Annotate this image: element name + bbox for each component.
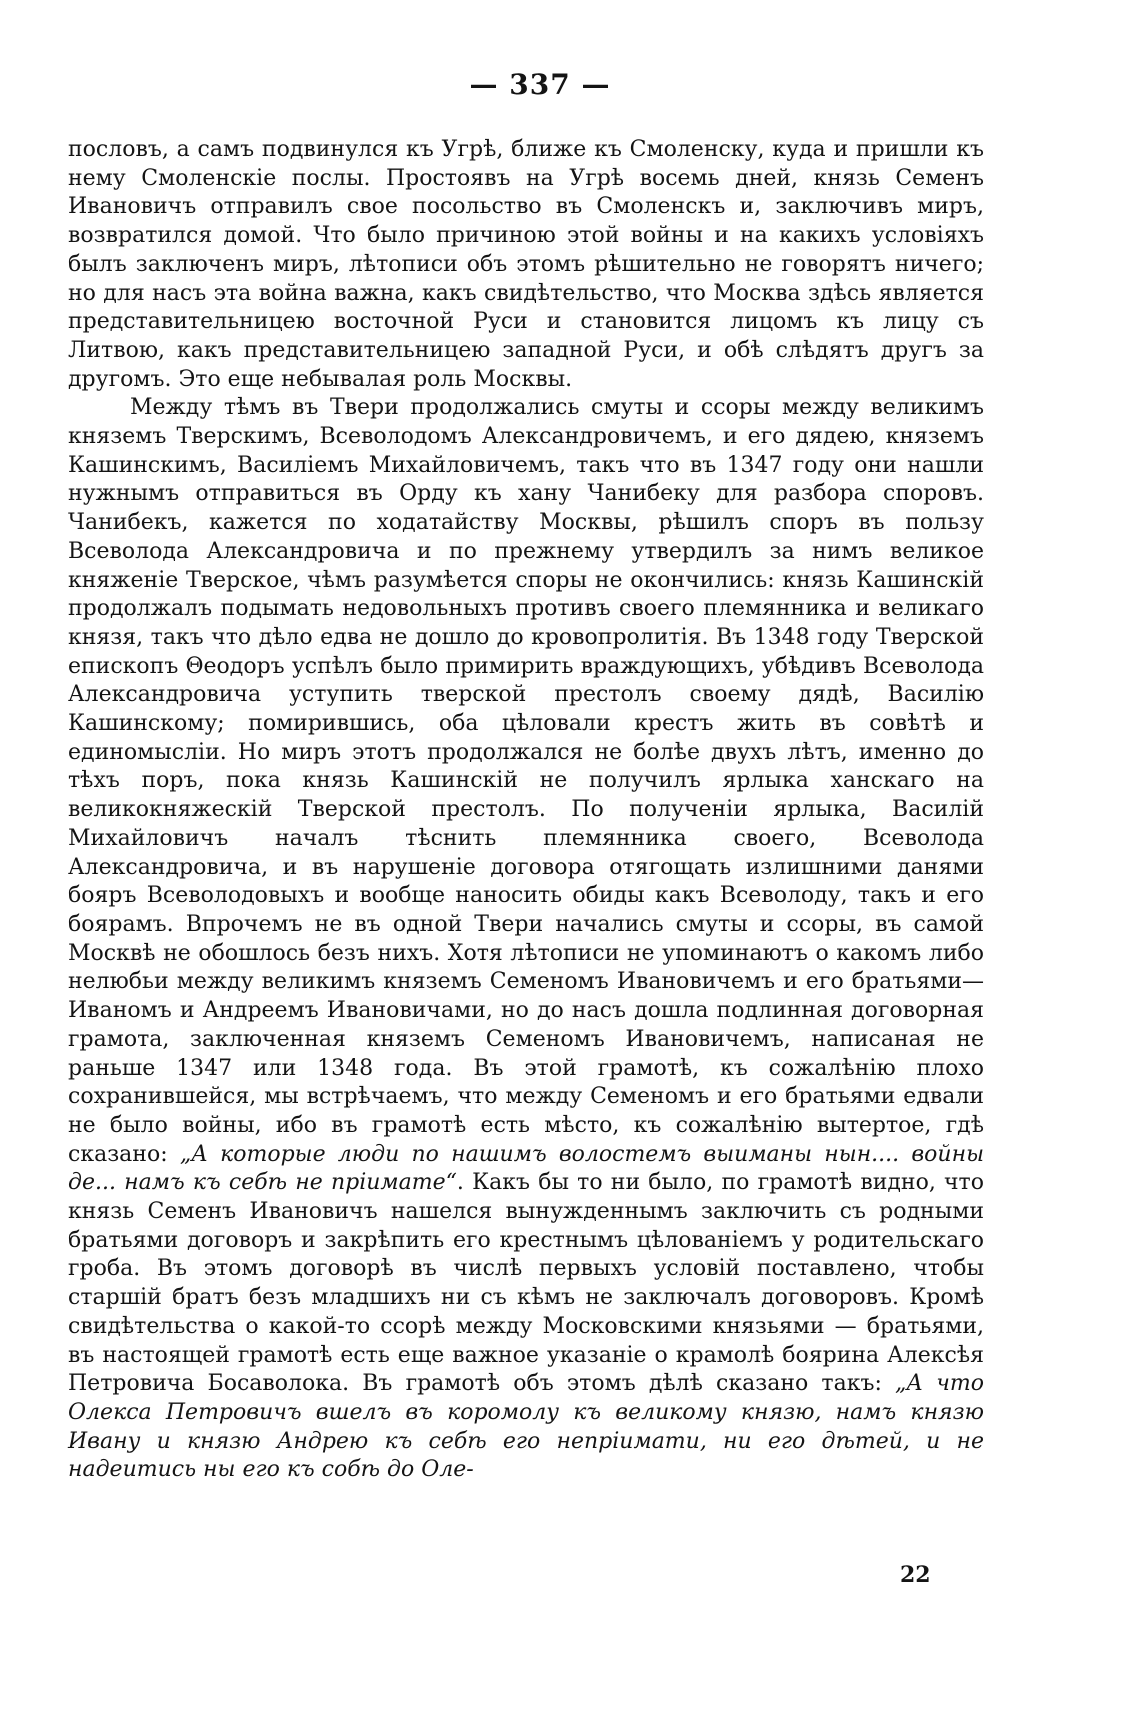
quotation-charter-2: „А что Олекса Петровичъ вшелъ въ коромолу къ великому князю, намъ князю Ивану и князю Андрею къ себѣ его непріимати, ни его дѣтей, и не надеитись ны его къ собѣ до Оле- (68, 1371, 984, 1483)
paragraph-2 (68, 394, 984, 1485)
quotation-charter-1: „А которые люди по нашимъ волостемъ выиманы нын.... войны де... намъ къ себѣ не пріимате“ (68, 1141, 984, 1196)
body-text (68, 136, 984, 1485)
signature-mark: 22 (900, 1562, 931, 1588)
paragraph-2-text-b: . Какъ бы то ни было, по грамотѣ видно, что князь Семенъ Ивановичъ нашелся вынужденнымъ заключить съ родными братьями договоръ и закрѣпить его крестнымъ цѣлованіемъ у родительскаго гроба. Въ этомъ договорѣ въ числѣ первыхъ условій поставлено, чтобы старшій братъ безъ младшихъ ни съ кѣмъ не заключалъ договоровъ. Кромѣ свидѣтельства о какой-то ссорѣ между Московскими князьями — братьями, въ настоящей грамотѣ есть еще важное указаніе о крамолѣ боярина Алексѣя Петровича Босаволока. Въ грамотѣ объ этомъ дѣлѣ сказано такъ: (68, 1170, 984, 1397)
page-number: — 337 — (469, 68, 611, 101)
paragraph-1-text: пословъ, а самъ подвинулся къ Угрѣ, ближе къ Смоленску, куда и пришли къ нему Смоленскіе послы. Простоявъ на Угрѣ восемь дней, князь Семенъ Ивановичъ отправилъ свое посольство въ Смоленскъ и, заключивъ миръ, возвратился домой. Что было причиною этой войны и на какихъ условіяхъ былъ заключенъ миръ, лѣтописи объ этомъ рѣшительно не говорятъ ничего; но для насъ эта война важна, какъ свидѣтельство, что Москва здѣсь является представительницею восточной Руси и становится лицомъ къ лицу съ Литвою, какъ представительницею западной Руси, и обѣ слѣдятъ другъ за другомъ. Это еще небывалая роль Москвы. (68, 137, 984, 392)
paragraph-1 (68, 136, 984, 394)
paragraph-2-text-a: Между тѣмъ въ Твери продолжались смуты и ссоры между великимъ княземъ Тверскимъ, Всеволодомъ Александровичемъ, и его дядею, княземъ Кашинскимъ, Василіемъ Михайловичемъ, такъ что въ 1347 году они нашли нужнымъ отправиться въ Орду къ хану Чанибеку для разбора споровъ. Чанибекъ, кажется по ходатайству Москвы, рѣшилъ споръ въ пользу Всеволода Александровича и по прежнему утвердилъ за нимъ великое княженіе Тверское, чѣмъ разумѣется споры не окончились: князь Кашинскій продолжалъ подымать недовольныхъ противъ своего племянника и великаго князя, такъ что дѣло едва не дошло до кровопролитія. Въ 1348 году Тверской епископъ Θеодоръ успѣлъ было примирить враждующихъ, убѣдивъ Всеволода Александровича уступить тверской престолъ своему дядѣ, Василію Кашинскому; помирившись, оба цѣловали крестъ жить въ совѣтѣ и единомысліи. Но миръ этотъ продолжался не болѣе двухъ лѣтъ, именно до тѣхъ поръ, пока князь Кашинскій не получилъ ярлыка ханскаго на великокняжескій Тверской престолъ. По полученіи ярлыка, Василій Михайловичъ началъ тѣснить племянника своего, Всеволода Александровича, и въ нарушеніе договора отягощать излишними данями бояръ Всеволодовыхъ и вообще наносить обиды какъ Всеволоду, такъ и его боярамъ. Впрочемъ не въ одной Твери начались смуты и ссоры, въ самой Москвѣ не обошлось безъ нихъ. Хотя лѣтописи не упоминаютъ о какомъ либо нелюбьи между великимъ княземъ Семеномъ Ивановичемъ и его братьями—Иваномъ и Андреемъ Ивановичами, но до насъ дошла подлинная договорная грамота, заключенная княземъ Семеномъ Ивановичемъ, написаная не раньше 1347 или 1348 года. Въ этой грамотѣ, къ сожалѣнію плохо сохранившейся, мы встрѣчаемъ, что между Семеномъ и его братьями едвали не было войны, ибо въ грамотѣ есть мѣсто, къ сожалѣнію вытертое, гдѣ сказано: (68, 395, 984, 1167)
